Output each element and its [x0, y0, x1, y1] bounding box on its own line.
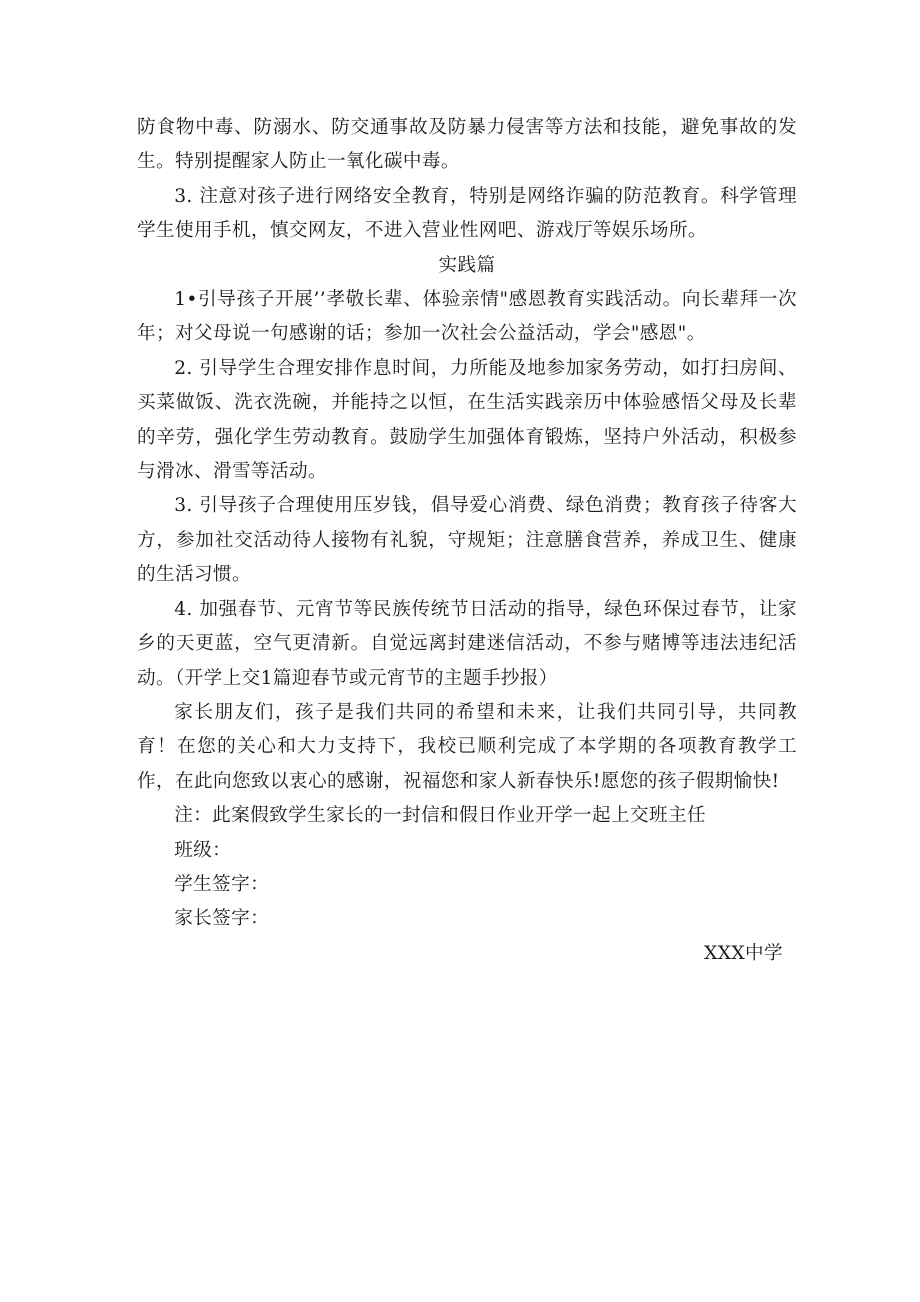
- practice-item-3: 3. 引导孩子合理使用压岁钱，倡导爱心消费、绿色消费；教育孩子待客大方，参加社交活动待人接物有礼貌，守规矩；注意膳食营养，养成卫生、健康的生活习惯。: [137, 495, 797, 586]
- practice-heading: 实践篇: [438, 254, 496, 276]
- practice-item-1: 1•引导孩子开展’’孝敬长辈、体验亲情"感恩教育实践活动。向长辈拜一次年；对父母说一句感谢的话；参加一次社会公益活动，学会"感恩"。: [137, 289, 797, 345]
- school-name: XXX中学: [704, 942, 783, 964]
- practice-item-4: 4. 加强春节、元宵节等民族传统节日活动的指导，绿色环保过春节，让家乡的天更蓝，空气更清新。自觉远离封建迷信活动，不参与赌博等违法违纪活动。（开学上交1篇迎春节或元宵节的主题手抄报）: [137, 598, 797, 689]
- student-signature-label: 学生签字：: [174, 873, 270, 895]
- safety-item-3: 3. 注意对孩子进行网络安全教育，特别是网络诈骗的防范教育。科学管理学生使用手机，慎交网友，不进入营业性网吧、游戏厅等娱乐场所。: [137, 185, 797, 242]
- letter-body: [137, 111, 797, 971]
- parent-signature-label: 家长签字：: [174, 908, 270, 930]
- practice-item-2: 2. 引导学生合理安排作息时间，力所能及地参加家务劳动，如打扫房间、买菜做饭、洗衣洗碗，并能持之以恒，在生活实践亲历中体验感悟父母及长辈的辛劳，强化学生劳动教育。鼓励学生加强体育锻炼，坚持户外活动，积极参与滑冰、滑雪等活动。: [137, 357, 797, 483]
- class-field-label: 班级：: [174, 839, 232, 861]
- safety-continued-paragraph: 防食物中毒、防溺水、防交通事故及防暴力侵害等方法和技能，避免事故的发生。特别提醒家人防止一氧化碳中毒。: [137, 117, 797, 173]
- note-line: 注：此案假致学生家长的一封信和假日作业开学一起上交班主任: [174, 805, 707, 827]
- closing-paragraph: 家长朋友们，孩子是我们共同的希望和未来，让我们共同引导，共同教育！在您的关心和大力支持下，我校已顺利完成了本学期的各项教育教学工作，在此向您致以衷心的感谢，祝福您和家人新春快乐!愿您的孩子假期愉快!: [137, 701, 797, 792]
